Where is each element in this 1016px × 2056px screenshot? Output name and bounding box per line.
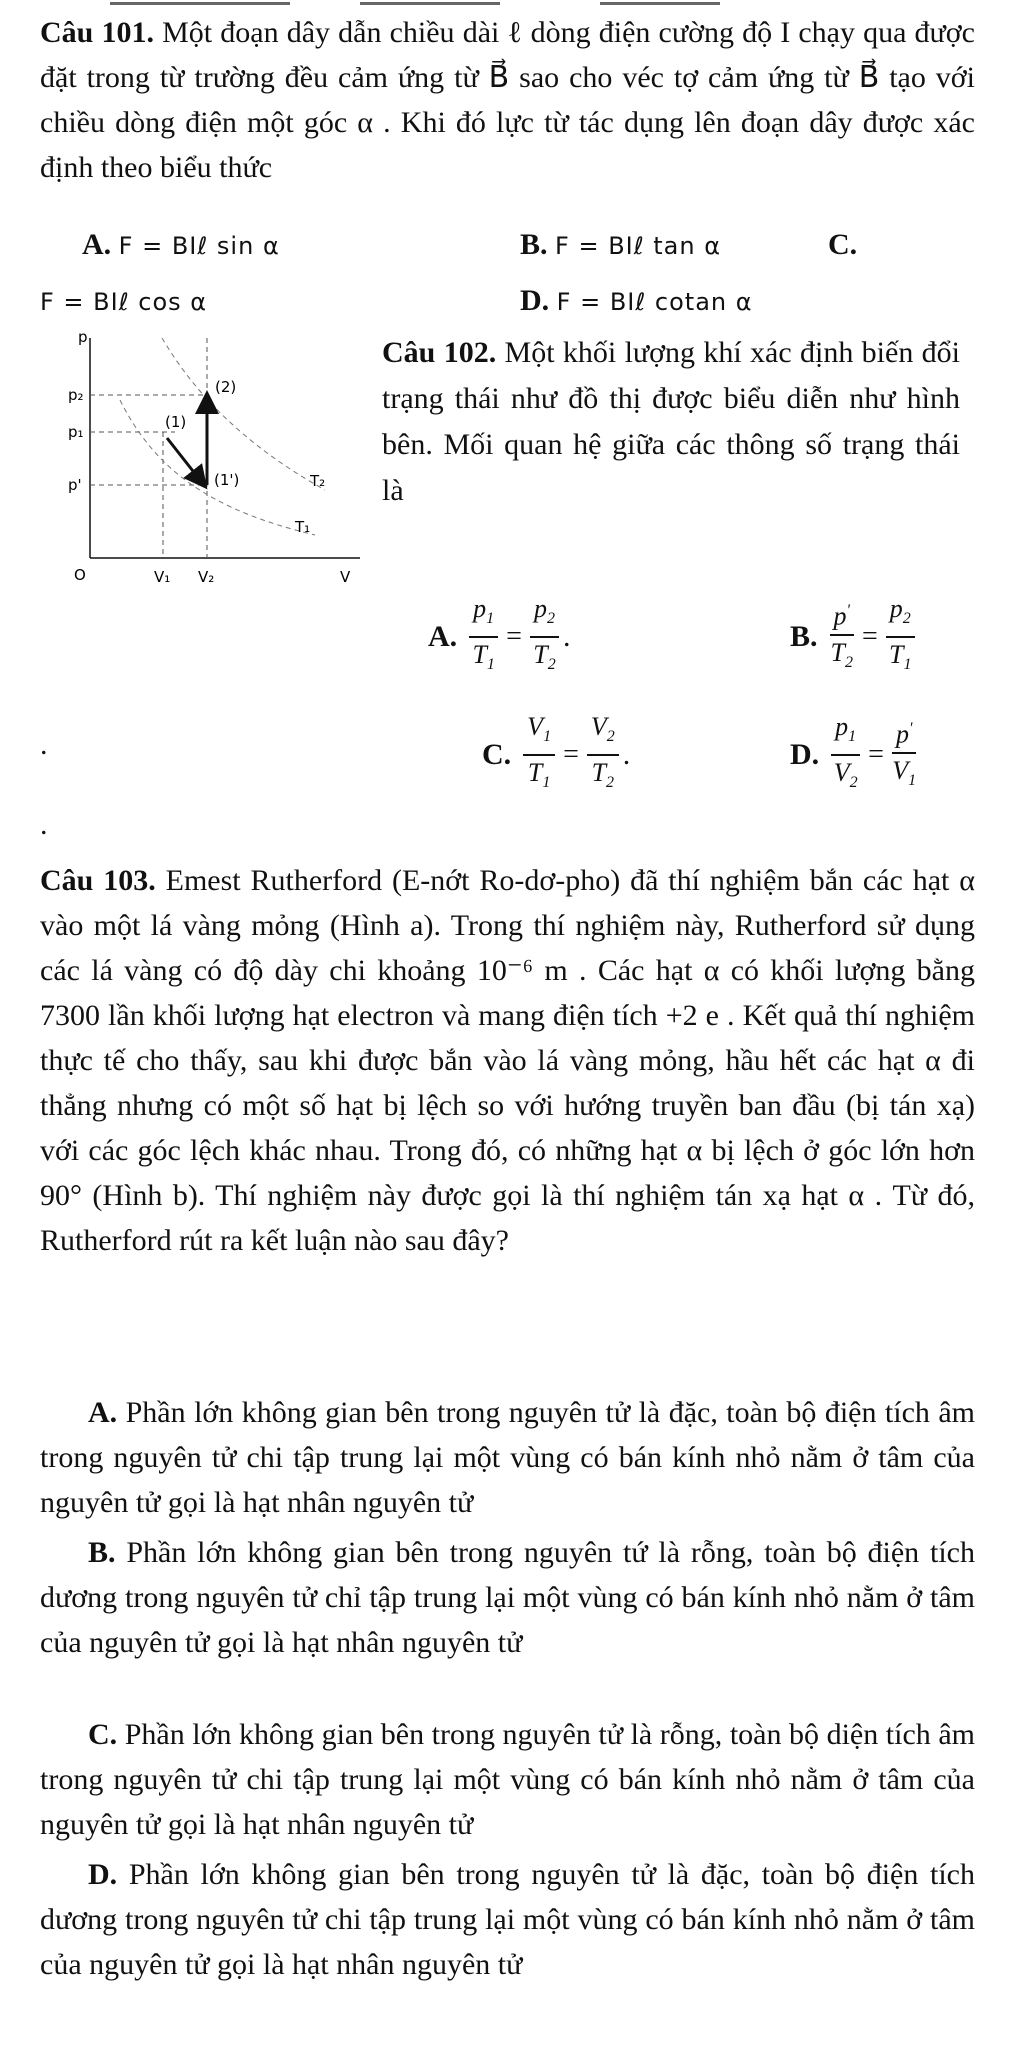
q103-c-text: Phần lớn không gian bên trong nguyên tử là rỗng, toàn bộ diện tích âm trong nguyên tử chi tập trung lại một vùng có bán kính nhỏ nằm ở tâm của nguyên tử gọi là hạt nhân nguyên tử: [40, 1718, 975, 1841]
q102-a-label: A.: [428, 620, 458, 654]
sym: V: [527, 712, 544, 741]
sub: 1: [542, 774, 551, 792]
sym: p: [833, 601, 847, 631]
q103-stem: [40, 858, 975, 1263]
q102-b-label: B.: [790, 620, 818, 654]
q101-c-label: C.: [828, 228, 858, 261]
v2-label: V₂: [198, 568, 215, 586]
frac: [892, 712, 916, 798]
frac-den: [528, 756, 550, 800]
sub: 1: [486, 656, 495, 674]
sub: 1: [848, 728, 857, 746]
sym: V: [590, 712, 607, 741]
q101-text: Một đoạn dây dẫn chiều dài ℓ dòng điện cường độ I chạy qua được đặt trong từ trường đều cảm ứng từ B⃗ sao cho véc tợ cảm ứng từ B⃗ tạo với chiều dòng điện một góc α . Khi đó lực từ tác dụng lên đoạn dây được xác định theo biểu thức: [40, 16, 975, 184]
pprime-label: p': [68, 476, 82, 494]
sym: p: [533, 594, 547, 623]
sub: 2: [547, 656, 556, 674]
p-axis-label: p: [78, 330, 88, 346]
q101-heading: Câu 101.: [40, 16, 154, 49]
q101-a-value: F = BIℓ sin α: [118, 232, 280, 260]
frac-num: [530, 592, 559, 638]
sub: 1: [543, 728, 552, 746]
q101-a-label: A.: [82, 228, 112, 261]
q103-option-d: [40, 1852, 975, 1987]
frac: [831, 710, 860, 800]
sub: 1: [903, 656, 912, 674]
sup: ': [846, 602, 850, 620]
frac-num: [831, 710, 860, 756]
frac: [587, 710, 619, 800]
sym: p: [835, 712, 849, 741]
v1-label: V₁: [154, 568, 171, 586]
frac-num: [886, 592, 915, 638]
frac-den: [892, 754, 916, 798]
q102-option-c: [482, 710, 630, 800]
frac-num: [587, 710, 619, 756]
sym: p: [473, 594, 487, 623]
q103-c-label: C.: [88, 1718, 118, 1751]
t1-label: T₁: [295, 518, 311, 536]
sym: T: [533, 640, 548, 670]
q102-heading: Câu 102.: [382, 336, 497, 369]
frac-den: [592, 756, 614, 800]
frac: [469, 592, 498, 682]
frac: [530, 592, 559, 682]
q103-heading: Câu 103.: [40, 864, 156, 897]
top-edge-segment: [360, 2, 500, 5]
sub: 2: [844, 654, 853, 672]
top-edge-segment: [600, 2, 720, 5]
q102-option-b: [790, 592, 919, 682]
pv-graph: [60, 330, 370, 590]
p2-label: p₂: [68, 386, 84, 404]
q103-text: Emest Rutherford (E-nớt Ro-dơ-pho) đã thí nghiệm bắn các hạt α vào một lá vàng mỏng (Hình a). Trong thí nghiệm này, Rutherford sử dụng các lá vàng có độ dày chi khoảng 10⁻⁶ m . Các hạt α có khối lượng bằng 7300 lần khối lượng hạt electron và mang điện tích +2 e . Kết quả thí nghiệm thực tế cho thấy, sau khi được bắn vào lá vàng mỏng, hầu hết các hạt α đi thẳng nhưng có một số hạt bị lệch so với hướng truyền ban đầu (bị tán xạ) với các góc lệch khác nhau. Trong đó, có những hạt α bị lệch ở góc lớn hơn 90° (Hình b). Thí nghiệm này được gọi là thí nghiệm tán xạ hạt α . Từ đó, Rutherford rút ra kết luận nào sau đây?: [40, 864, 975, 1257]
q101-option-c-label: [828, 228, 857, 262]
frac: [886, 592, 915, 682]
q103-option-c: [40, 1712, 975, 1847]
frac-num: [830, 594, 854, 636]
q103-option-b: [40, 1530, 975, 1665]
state-2-label: (2): [215, 378, 237, 396]
tail-dot: .: [622, 738, 631, 772]
q101-option-c-value: [40, 284, 207, 318]
q101-option-d: [520, 284, 753, 318]
frac-den: [834, 756, 858, 800]
q101-d-value: F = BIℓ cotan α: [556, 288, 753, 316]
q103-d-label: D.: [88, 1858, 118, 1891]
sub: 2: [606, 774, 615, 792]
v-axis-label: V: [340, 568, 351, 586]
q103-b-text: Phần lớn không gian bên trong nguyên tứ là rỗng, toàn bộ điện tích dương trong nguyên tử chỉ tập trung lại một vùng có bán kính nhỏ nằm ở tâm của nguyên tử gọi là hạt nhân nguyên tử: [40, 1536, 975, 1659]
origin-label: O: [74, 566, 86, 584]
tail-dot: .: [562, 620, 571, 654]
q101-stem: [40, 10, 975, 190]
sub: 2: [606, 728, 615, 746]
frac-den: [533, 638, 555, 682]
frac-den: [472, 638, 494, 682]
frac: [523, 710, 555, 800]
top-edge: [0, 0, 1016, 8]
equals: =: [868, 739, 884, 771]
q102-stray-dot-1: .: [40, 728, 48, 761]
sym: p: [895, 719, 909, 749]
sub: 1: [908, 772, 917, 790]
q103-a-label: A.: [88, 1396, 118, 1429]
sub: 2: [902, 610, 911, 628]
sub: 2: [849, 774, 858, 792]
state-1prime-label: (1'): [214, 471, 240, 489]
q102-option-a: [428, 592, 570, 682]
equals: =: [861, 621, 878, 653]
sub: 1: [486, 610, 495, 628]
q102-option-d: [790, 710, 920, 800]
process-arrow-1: [167, 438, 200, 480]
q101-option-b: [520, 228, 721, 262]
isotherm-t2: [162, 338, 325, 490]
q103-option-a: [40, 1390, 975, 1525]
q101-c-value: F = BIℓ cos α: [40, 288, 208, 316]
q102-d-label: D.: [790, 738, 820, 772]
q102-c-label: C.: [482, 738, 512, 772]
frac-num: [523, 710, 555, 756]
equals: =: [563, 739, 579, 771]
top-edge-segment: [110, 2, 290, 5]
sym: V: [833, 758, 850, 788]
guide-lines: [90, 338, 207, 558]
sym: T: [591, 758, 607, 788]
sym: T: [472, 640, 487, 670]
sym: V: [892, 755, 909, 785]
p1-label: p₁: [68, 423, 84, 441]
q102-text: Một khối lượng khí xác định biến đổi trạng thái như đồ thị được biểu diễn như hình bên. Mối quan hệ giữa các thông số trạng thái là: [382, 336, 961, 507]
q103-d-text: Phần lớn không gian bên trong nguyên tử là đặc, toàn bộ điện tích dương trong nguyên tử chi tập trung lại một vùng có bán kính nhỏ nằm ở tâm của nguyên tử gọi là hạt nhân nguyên tử: [40, 1858, 975, 1981]
frac: [830, 594, 854, 680]
sym: T: [889, 640, 904, 670]
frac-den: [830, 636, 852, 680]
q102-stem: [382, 330, 960, 514]
sym: p: [889, 594, 903, 623]
state-1-label: (1): [165, 413, 187, 431]
equals: =: [506, 621, 522, 653]
q101-option-a: [82, 228, 280, 262]
sup: ': [908, 720, 913, 738]
q101-b-value: F = BIℓ tan α: [555, 232, 722, 260]
q103-b-label: B.: [88, 1536, 116, 1569]
q101-b-label: B.: [520, 228, 548, 261]
q103-a-text: Phần lớn không gian bên trong nguyên tử là đặc, toàn bộ điện tích âm trong nguyên tử chi tập trung lại một vùng có bán kính nhỏ nằm ở tâm của nguyên tử gọi là hạt nhân nguyên tử: [40, 1396, 975, 1519]
isotherm-t1: [120, 400, 315, 535]
t2-label: T₂: [310, 472, 326, 490]
q102-stray-dot-2: .: [40, 808, 48, 841]
frac-num: [469, 592, 498, 638]
sym: T: [830, 637, 845, 667]
sub: 2: [546, 610, 555, 628]
q101-d-label: D.: [520, 284, 550, 317]
sym: T: [527, 758, 543, 788]
frac-den: [889, 638, 911, 682]
frac-num: [892, 712, 916, 754]
